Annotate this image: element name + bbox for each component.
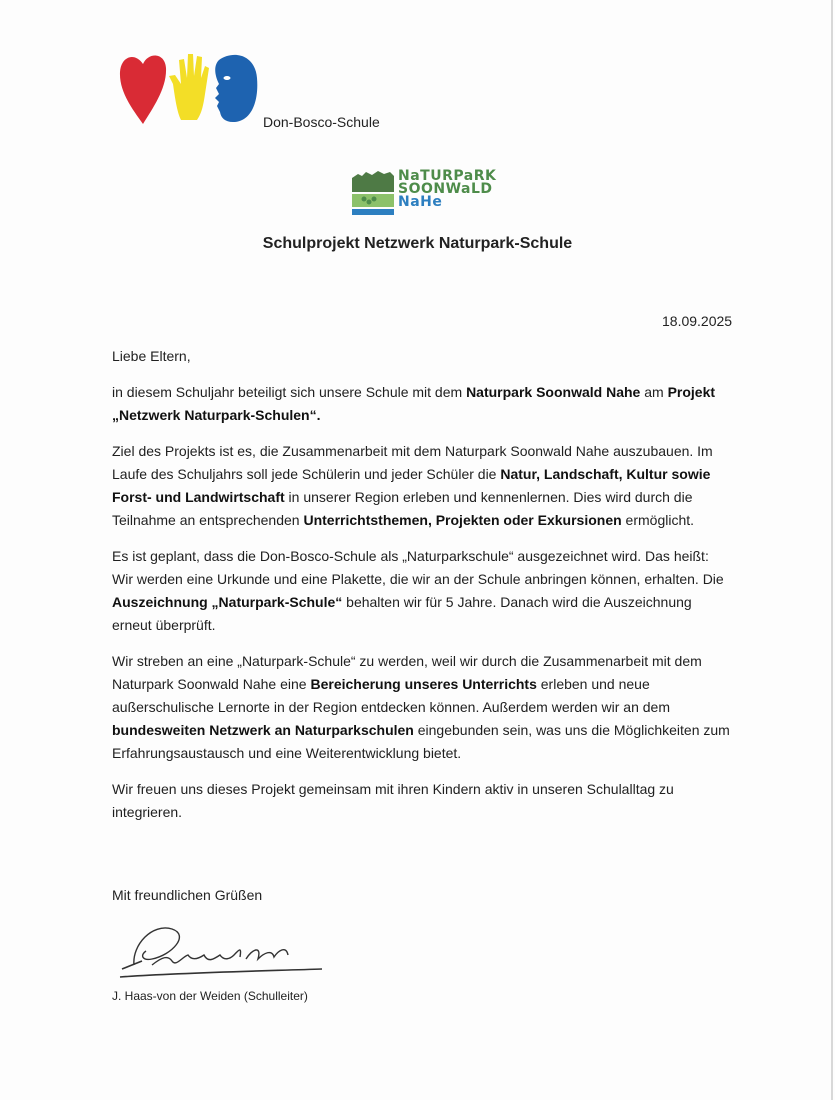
naturpark-logo-line2: SOONWaLD (398, 181, 493, 197)
text: in unserer Region erleben und kennenlernen. Dies wird durch die Teilnahme an entsprechenden (112, 489, 693, 528)
naturpark-logo-line3: NaHe (398, 194, 443, 210)
text: eingebunden sein, was uns die Möglichkeiten zum Erfahrungsaustausch und eine Weiterentwicklung bietet. (112, 722, 730, 761)
paragraph (112, 440, 732, 532)
school-logo-icon (115, 48, 260, 126)
naturpark-logo-line1: NaTURPaRK (398, 168, 497, 184)
hand-icon (169, 54, 209, 120)
paragraphs (112, 381, 732, 824)
paragraph (112, 650, 732, 765)
salutation: Liebe Eltern, (112, 348, 191, 364)
document-date: 18.09.2025 (662, 313, 733, 329)
bold-text: bundesweiten Netzwerk an Naturparkschulen (112, 722, 414, 738)
heart-icon (120, 55, 166, 124)
naturpark-landscape-icon (352, 170, 394, 216)
text: Wir freuen uns dieses Projekt gemeinsam mit ihren Kindern aktiv in unseren Schulalltag zu integrieren. (112, 781, 674, 820)
bold-text: Bereicherung unseres Unterrichts (310, 676, 537, 692)
paragraph (112, 545, 732, 637)
bold-text: Natur, Landschaft, Kultur sowie Forst- und Landwirtschaft (112, 466, 711, 505)
letter-body (112, 345, 732, 837)
bold-text: Naturpark Soonwald Nahe (466, 384, 641, 400)
page-edge (831, 0, 833, 1100)
paragraph (112, 381, 732, 427)
bold-text: Projekt „Netzwerk Naturpark-Schulen“. (112, 384, 716, 423)
text: in diesem Schuljahr beteiligt sich unsere Schule mit dem (112, 384, 467, 400)
naturpark-logo (352, 170, 522, 218)
text: am (640, 384, 668, 400)
closing: Mit freundlichen Grüßen (112, 887, 263, 903)
bold-text: Auszeichnung „Naturpark-Schule“ (112, 594, 343, 610)
text: Es ist geplant, dass die Don-Bosco-Schule als „Naturparkschule“ ausgezeichnet wird. Das heißt: Wir werden eine Urkunde und eine Plakette, die wir an der Schule anbringen können, erhalten. Die (112, 548, 724, 587)
text: Ziel des Projekts ist es, die Zusammenarbeit mit dem Naturpark Soonwald Nahe auszubauen. Im Laufe des Schuljahrs soll jede Schülerin und jeder Schüler die (112, 443, 713, 482)
document-title: Schulprojekt Netzwerk Naturpark-Schule (262, 235, 573, 252)
school-name: Don-Bosco-Schule (263, 114, 380, 130)
signature-icon (112, 915, 342, 985)
text: ermöglicht. (621, 512, 695, 528)
paragraph (112, 778, 732, 824)
signer-name: J. Haas-von der Weiden (Schulleiter) (112, 989, 308, 1003)
text: behalten wir für 5 Jahre. Danach wird die Auszeichnung erneut überprüft. (112, 594, 692, 633)
text: erleben und neue außerschulische Lernorte in der Region entdecken können. Außerdem werden wir an dem (112, 676, 670, 715)
text: Wir streben an eine „Naturpark-Schule“ zu werden, weil wir durch die Zusammenarbeit mit dem Naturpark Soonwald Nahe eine (112, 653, 702, 692)
face-icon (215, 55, 257, 122)
bold-text: Unterrichtsthemen, Projekten oder Exkursionen (303, 512, 622, 528)
